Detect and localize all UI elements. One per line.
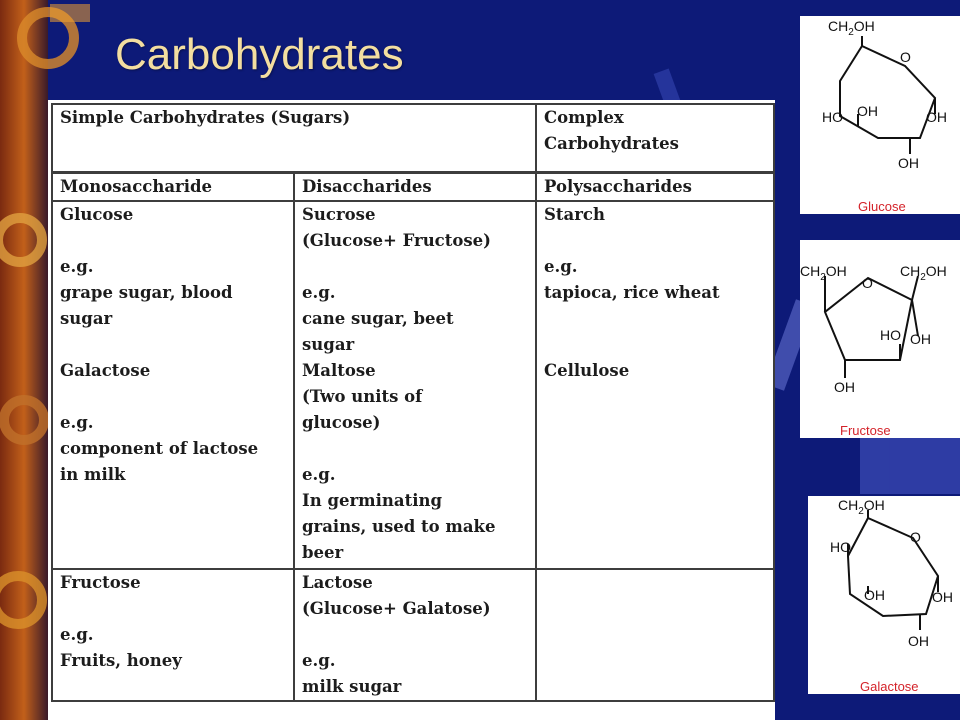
svg-text:HO: HO	[880, 327, 901, 343]
header-complex-carbohydrates: Complex Carbohydrates	[536, 104, 774, 173]
svg-text:O: O	[862, 275, 873, 291]
galactose-structure	[808, 496, 960, 694]
svg-text:OH: OH	[864, 587, 885, 603]
svg-text:CH2OH: $CH_2OH$	[838, 497, 885, 517]
table-row	[52, 201, 774, 569]
fructose-structure	[800, 240, 960, 438]
glucose-structure	[800, 16, 960, 214]
table-header-row	[52, 104, 774, 173]
svg-text:OH: OH	[834, 379, 855, 395]
table-cell	[536, 569, 774, 701]
svg-text:OH: OH	[857, 103, 878, 119]
column-header-disaccharides: Disaccharides	[294, 173, 536, 202]
table-cell: Starch e.g. tapioca, rice wheat Cellulose	[536, 201, 774, 569]
table-cell: Sucrose (Glucose+ Fructose) e.g. cane sugar, beet sugar Maltose (Two units of glucose) e.g. In germinating grains, used to make beer	[294, 201, 536, 569]
table-cell: Fructose e.g. Fruits, honey	[52, 569, 294, 701]
table-cell: Glucose e.g. grape sugar, blood sugar Galactose e.g. component of lactose in milk	[52, 201, 294, 569]
fructose-caption: Fructose	[840, 423, 891, 438]
slide-title: Carbohydrates	[115, 30, 404, 79]
svg-text:OH: OH	[910, 331, 931, 347]
table-cell: Lactose (Glucose+ Galatose) e.g. milk sugar	[294, 569, 536, 701]
table-subheader-row	[52, 173, 774, 202]
svg-text:O: O	[900, 49, 911, 65]
glucose-caption: Glucose	[858, 199, 906, 214]
svg-text:CH2OH: $CH_2OH$	[800, 263, 847, 283]
column-header-polysaccharides: Polysaccharides	[536, 173, 774, 202]
column-header-monosaccharide: Monosaccharide	[52, 173, 294, 202]
svg-text:CH2OH: $CH_2OH$	[828, 18, 875, 38]
svg-text:HO: HO	[830, 539, 851, 555]
carbohydrate-table	[51, 103, 775, 702]
table-row	[52, 569, 774, 701]
svg-text:CH2OH: $CH_2OH$	[900, 263, 947, 283]
svg-text:OH: OH	[898, 155, 919, 171]
carbohydrate-table-panel	[48, 100, 775, 720]
header-simple-carbohydrates: Simple Carbohydrates (Sugars)	[52, 104, 536, 173]
galactose-caption: Galactose	[860, 679, 919, 694]
svg-text:OH: OH	[932, 589, 953, 605]
svg-text:OH: OH	[926, 109, 947, 125]
svg-text:HO: HO	[822, 109, 843, 125]
svg-text:OH: OH	[908, 633, 929, 649]
svg-text:O: O	[910, 529, 921, 545]
